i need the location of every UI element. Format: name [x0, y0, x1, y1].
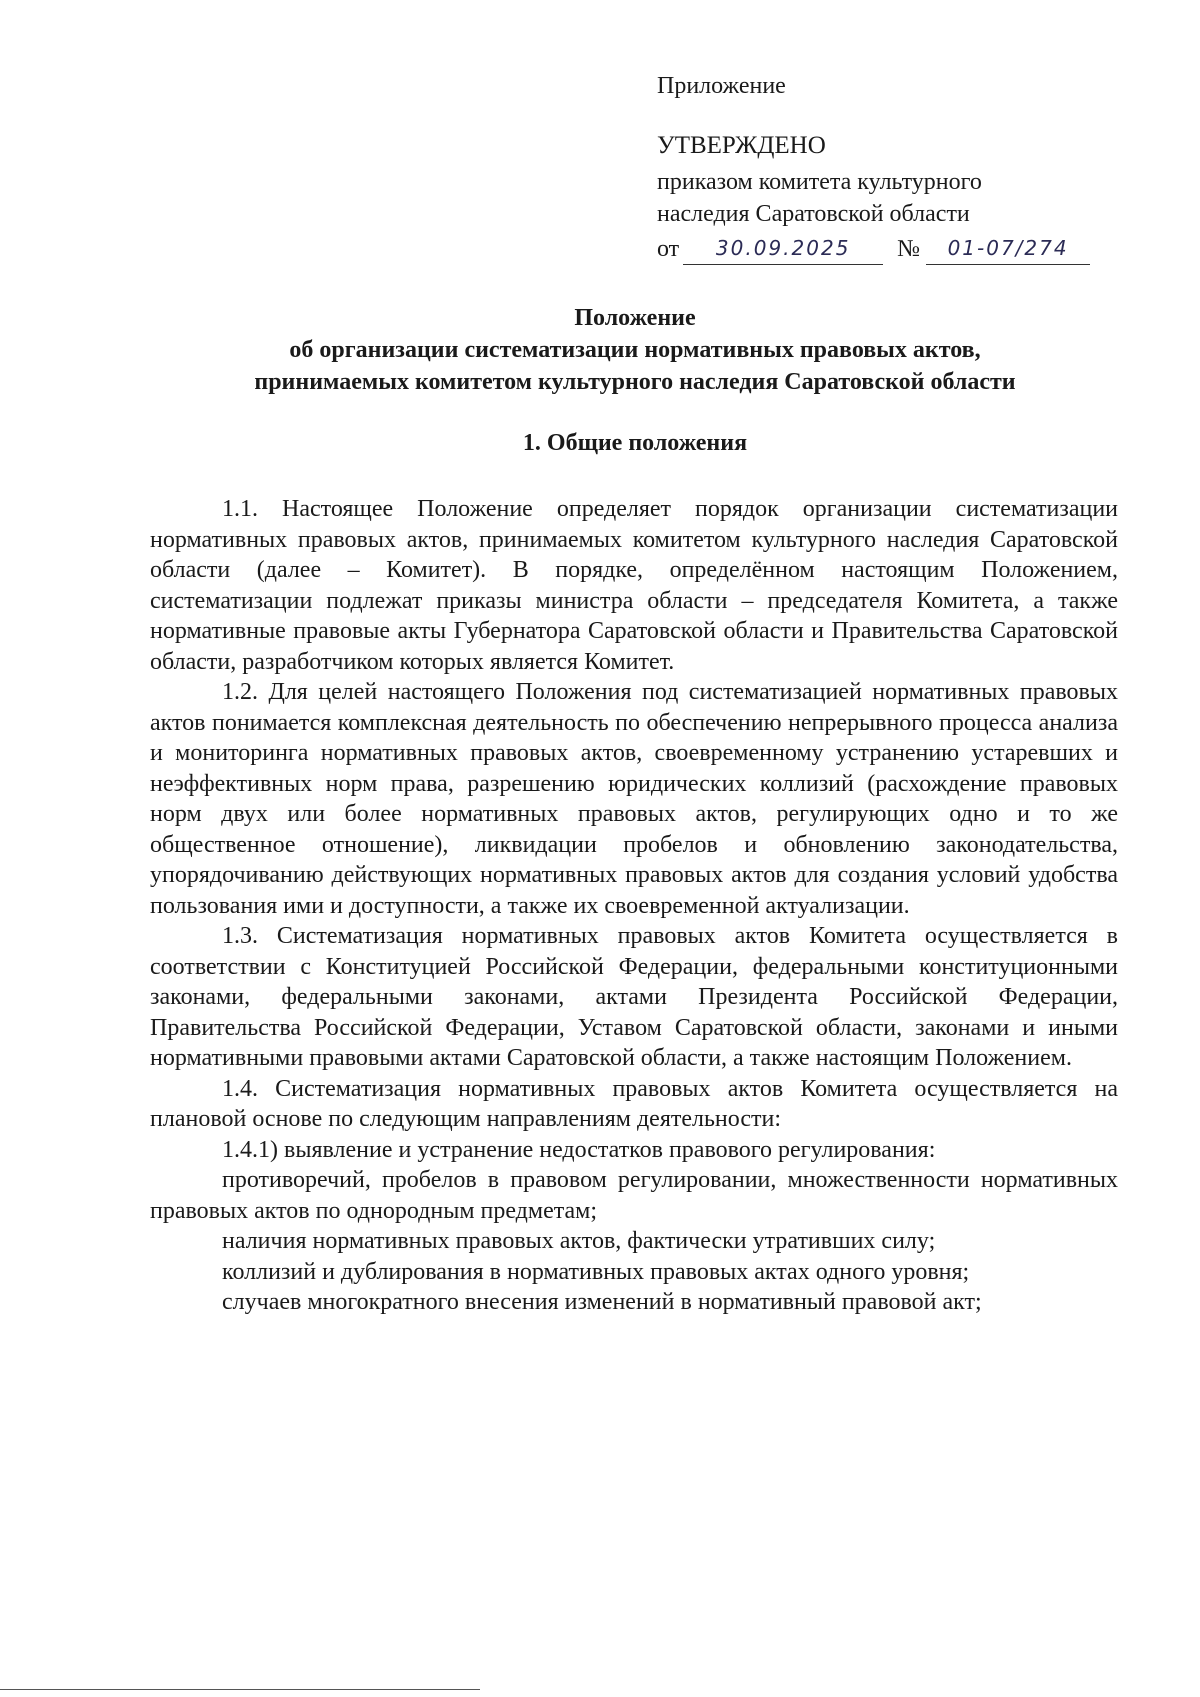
paragraph: наличия нормативных правовых актов, фактически утративших силу; [222, 1228, 936, 1254]
order-date: 30.09.2025 [683, 232, 883, 265]
paragraph: 1.2. Для целей настоящего Положения под систематизацией нормативных правовых актов понимается комплексная деятельность по обеспечению непрерывного процесса анализа и мониторинга нормативных правовых актов, своевременному устранению устаревших и неэффективных норм права, разрешению юридических коллизий (расхождение правовых норм двух или более нормативных правовых актов, регулирующих одно и то же общественное отношение), ликвидации пробелов и обновлению законодательства, упорядочиванию действующих нормативных правовых актов для создания условий удобства пользования ими и доступности, а также их своевременной актуализации. [150, 679, 1118, 919]
paragraph: 1.4.1) выявление и устранение недостатков правового регулирования: [222, 1136, 936, 1163]
approval-line-1: приказом комитета культурного [657, 169, 982, 195]
order-line [657, 232, 1117, 265]
title-line-1: Положение [574, 305, 696, 331]
paragraph: 1.4. Систематизация нормативных правовых актов Комитета осуществляется на плановой основе по следующим направлениям деятельности: [150, 1075, 1118, 1132]
paragraph: случаев многократного внесения изменений в нормативный правовой акт; [222, 1289, 982, 1315]
approved-label: УТВЕРЖДЕНО [657, 132, 826, 159]
title-line-2: об организации систематизации нормативных правовых актов, [289, 337, 981, 363]
paragraph: противоречий, пробелов в правовом регулировании, множественности нормативных правовых актов по однородным предметам; [150, 1167, 1118, 1224]
from-label: от [657, 236, 680, 262]
footer-divider [0, 1689, 480, 1690]
number-label: № [897, 236, 921, 262]
document-title [150, 302, 1120, 398]
appendix-label: Приложение [657, 73, 786, 99]
order-number: 01-07/274 [926, 232, 1090, 265]
paragraph: коллизий и дублирования в нормативных правовых актах одного уровня; [222, 1258, 970, 1285]
approval-block [657, 70, 1117, 265]
title-line-3: принимаемых комитетом культурного наследия Саратовской области [254, 369, 1016, 395]
approval-line-2: наследия Саратовской области [657, 201, 970, 227]
paragraph: 1.1. Настоящее Положение определяет порядок организации систематизации нормативных правовых актов, принимаемых комитетом культурного наследия Саратовской области (далее – Комитет). В порядке, определённом настоящим Положением, систематизации подлежат приказы министра области – председателя Комитета, а также нормативные правовые акты Губернатора Саратовской области и Правительства Саратовской области, разработчиком которых является Комитет. [150, 496, 1118, 675]
document-body [150, 494, 1118, 1318]
paragraph: 1.3. Систематизация нормативных правовых актов Комитета осуществляется в соответствии с Конституцией Российской Федерации, федеральными конституционными законами, федеральными законами, актами Президента Российской Федерации, Правительства Российской Федерации, Уставом Саратовской области, законами и иными нормативными правовыми актами Саратовской области, а также настоящим Положением. [150, 923, 1118, 1071]
section-heading: 1. Общие положения [522, 430, 748, 456]
